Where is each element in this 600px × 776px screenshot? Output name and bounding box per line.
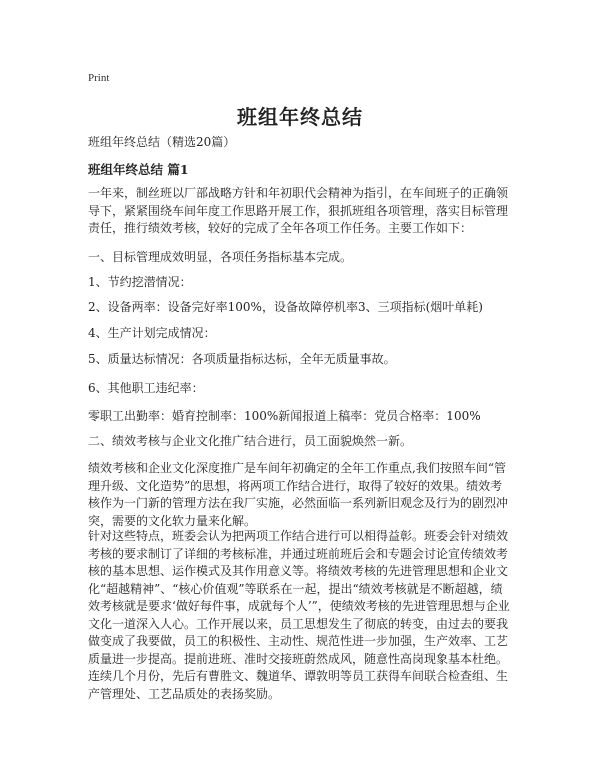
point-two: 二、绩效考核与企业文化推广结合进行，员工面貌焕然一新。: [88, 434, 413, 448]
item-four: 4、生产计划完成情况：: [88, 326, 216, 340]
item-five: 5、质量达标情况：各项质量指标达标，全年无质量事故。: [88, 352, 396, 366]
features-paragraph: 针对这些特点，班委会认为把两项工作结合进行可以相得益彰。班委会针对绩效考核的要求制订了详细的考核标准，并通过班前班后会和专题会讨论宣传绩效考核的基本思想、运作模式及其作用意义等。将绩效考核的先进管理思想和企业文化“超越精神”、“核心价值观”等联系在一起，提出“绩效考核就是不断超越，绩效考核就是要求‘做好每件事，成就每个人’”，使绩效考核的先进管理思想与企业文化一道深入人心。工作开展以来，员工思想发生了彻底的转变，由过去的要我做变成了我要做，员工的积极性、主动性、规范性进一步加强，生产效率、工艺质量进一步提高。提前进班、准时交接班蔚然成风，随意性高岗现象基本杜绝。连续几个月份，先后有曹胜文、魏道华、谭敦明等员工获得车间联合检查组、生产管理处、工艺品质处的表扬奖励。: [88, 529, 510, 701]
item-two: 2、设备两率：设备完好率100%，设备故障停机率3、三项指标(烟叶单耗): [88, 300, 483, 314]
print-link[interactable]: Print: [88, 72, 110, 84]
document-subtitle: 班组年终总结（精选20篇）: [88, 135, 236, 149]
culture-paragraph: 绩效考核和企业文化深度推广是车间年初确定的全年工作重点,我们按照车间“管理升级、文化造势”的思想，将两项工作结合进行，取得了较好的效果。绩效考核作为一门新的管理方法在我厂实施，必然面临一系列新旧观念及行为的剧烈冲突，需要的文化软力量来化解。: [88, 461, 509, 528]
item-one: 1、节约挖潜情况：: [88, 275, 192, 289]
item-six: 6、其他职工违纪率：: [88, 381, 204, 395]
page-title: 班组年终总结: [237, 105, 363, 129]
intro-paragraph: 一年来，制丝班以厂部战略方针和年初职代会精神为指引，在车间班子的正确领导下，紧紧围绕车间年度工作思路开展工作，狠抓班组各项管理，落实目标管理责任，推行绩效考核，较好的完成了全年各项工作任务。主要工作如下：: [88, 186, 509, 235]
section-heading: 班组年终总结 篇1: [88, 162, 189, 177]
point-one: 一、目标管理成效明显，各项任务指标基本完成。: [88, 250, 353, 264]
rates-line: 零职工出勤率：婚育控制率：100%新闻报道上稿率：党员合格率：100%: [88, 409, 481, 423]
